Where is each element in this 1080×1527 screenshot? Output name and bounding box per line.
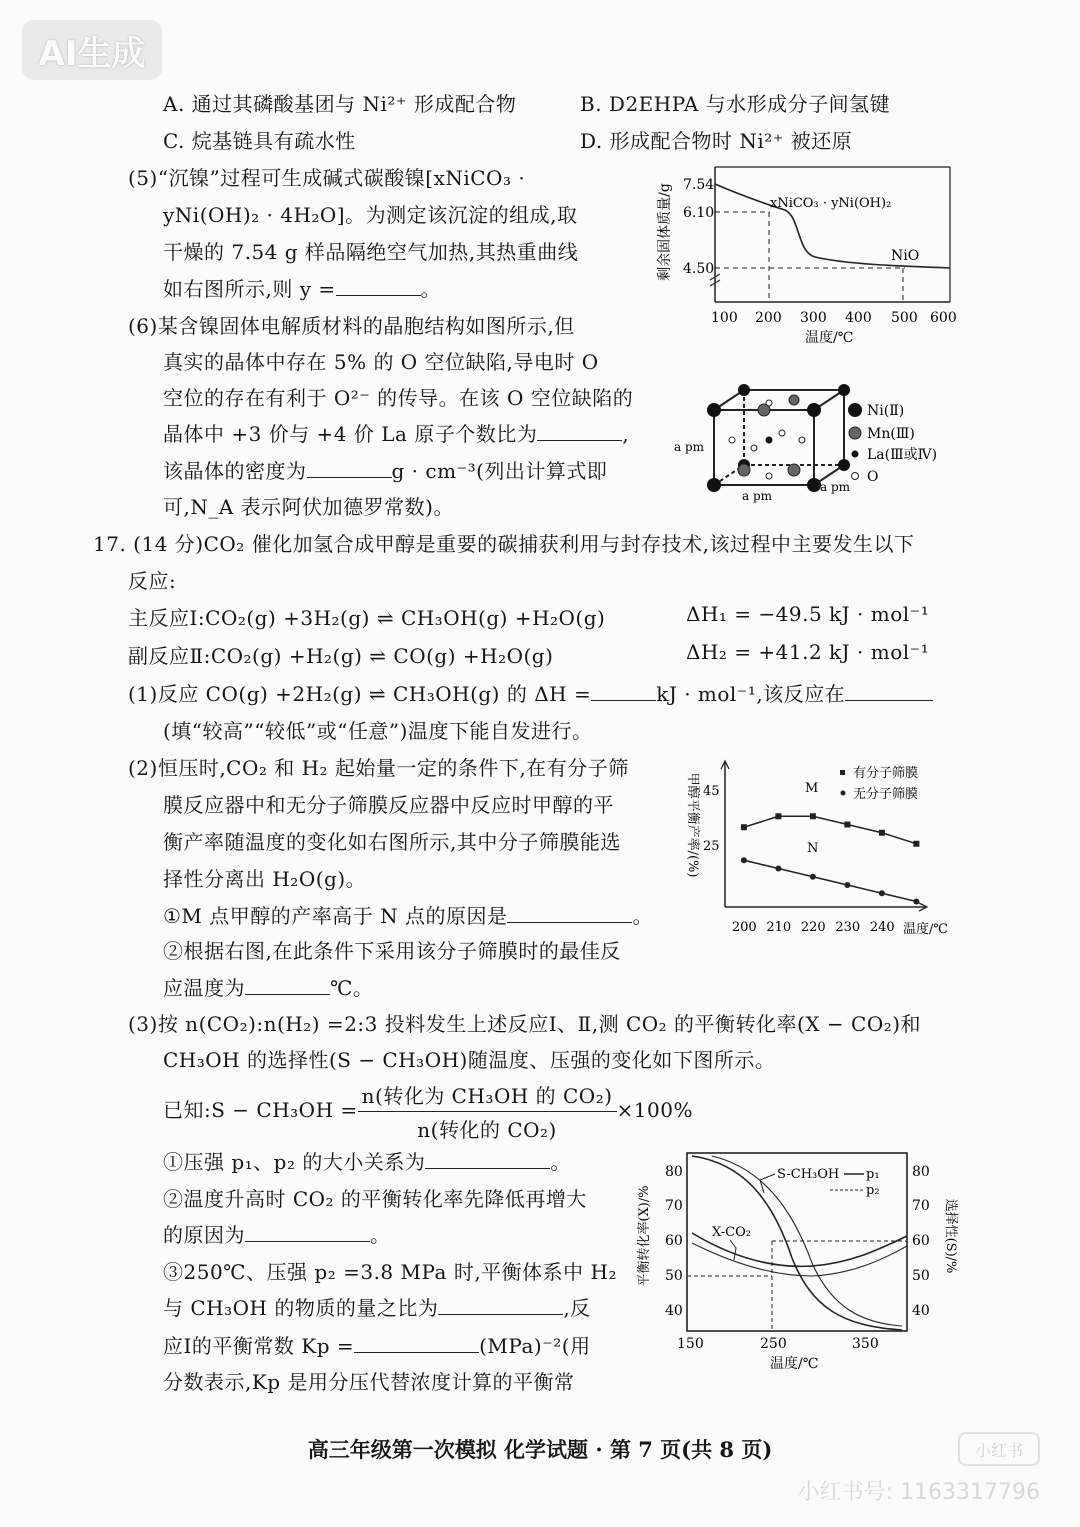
yield-legend-2: 无分子筛膜 <box>853 787 919 802</box>
q17-p3c2a: 与 CH₃OH 的物质的量之比为 <box>163 1296 439 1320</box>
answer-blank[interactable] <box>591 680 656 701</box>
q5-line-1: (5)“沉镍”过程可生成碱式碳酸镍[xNiCO₃ · <box>128 166 526 190</box>
conv-xtick-250: 250 <box>760 1336 787 1352</box>
q17-p2-line-3: 衡产率随温度的变化如右图所示,其中分子筛膜能选 <box>163 830 621 854</box>
yield-point-s1-2 <box>775 813 781 819</box>
q6-line-2: 真实的晶体中存在 5% 的 O 空位缺陷,导电时 O <box>163 350 599 374</box>
q5-line-4-text: 如右图所示,则 y = <box>163 277 336 301</box>
dh-1: ΔH₁ = −49.5 kJ · mol⁻¹ <box>686 602 930 626</box>
tga-xtick-2: 200 <box>755 310 782 326</box>
methanol-yield-chart <box>675 755 965 940</box>
tga-ytick-2: 6.10 <box>683 205 715 221</box>
sel-ytick-40: 40 <box>912 1303 930 1319</box>
answer-blank[interactable] <box>245 1221 370 1242</box>
q6-line-1: (6)某含镍固体电解质材料的晶胞结构如图所示,但 <box>128 314 575 338</box>
q17-p2-line-4: 择性分离出 H₂O(g)。 <box>163 867 367 891</box>
yield-point-s2-6 <box>913 899 919 905</box>
q17-p2-line-2: 膜反应器中和无分子筛膜反应器中反应时甲醇的平 <box>163 793 614 817</box>
q17-p2-line-7 <box>163 972 373 1001</box>
q17-p3c-line-1: ③250℃、压强 p₂ =3.8 MPa 时,平衡体系中 H₂ <box>163 1260 617 1284</box>
p1-label: p₁ <box>866 1167 880 1182</box>
q6-line-5b: g · cm⁻³(列出计算式即 <box>391 459 608 483</box>
q17-p2-line-6: ②根据右图,在此条件下采用该分子筛膜时的最佳反 <box>163 939 621 963</box>
ai-watermark: AI生成 <box>22 20 162 80</box>
option-d: D. 形成配合物时 Ni²⁺ 被还原 <box>580 129 853 153</box>
legend-ni: Ni(Ⅱ) <box>867 403 905 419</box>
cell-edge-label-depth: a pm <box>820 480 851 494</box>
sel-ytick-60: 60 <box>912 1233 930 1249</box>
legend-o: O <box>867 469 879 485</box>
q17-p3-line-1: (3)按 n(CO₂):n(H₂) =2:3 投料发生上述反应Ⅰ、Ⅱ,测 CO₂ 的平衡转化率(X − CO₂)和 <box>128 1012 922 1036</box>
xiaohongshu-logo-watermark: 小红书 <box>958 1432 1040 1466</box>
answer-blank[interactable] <box>307 457 392 478</box>
cell-edge-label-left: a pm <box>674 440 705 454</box>
q17-p3a: ①压强 p₁、p₂ 的大小关系为 <box>163 1150 426 1174</box>
q6-line-4-text: 晶体中 +3 价与 +4 价 La 原子个数比为 <box>163 422 538 446</box>
yield-xtick-4: 230 <box>835 920 861 935</box>
yield-series-line-2 <box>744 860 917 901</box>
conv-xtick-350: 350 <box>852 1336 879 1352</box>
xiaohongshu-id-watermark: 小红书号: 1163317796 <box>797 1480 1040 1505</box>
q5-line-2: yNi(OH)₂ · 4H₂O]。为测定该沉淀的组成,取 <box>163 203 578 227</box>
known-denominator: n(转化的 CO₂) <box>417 1118 557 1142</box>
tga-chart <box>655 162 965 347</box>
known-suffix: ×100% <box>616 1098 693 1122</box>
crystal-cell-diagram <box>672 378 972 508</box>
yield-point-s2-2 <box>775 866 781 872</box>
q17-p2-5: ①M 点甲醇的产率高于 N 点的原因是 <box>163 904 508 928</box>
tga-ytick-1: 7.54 <box>683 177 715 193</box>
answer-blank[interactable] <box>336 275 421 296</box>
answer-blank[interactable] <box>845 680 933 701</box>
tga-xtick-5: 500 <box>891 310 918 326</box>
yield-xtick-2: 210 <box>766 920 792 935</box>
yield-point-s2-5 <box>879 890 885 896</box>
sel-ytick-80: 80 <box>912 1164 930 1180</box>
conversion-selectivity-chart <box>632 1148 962 1380</box>
q17-p3b-line-1: ②温度升高时 CO₂ 的平衡转化率先降低再增大 <box>163 1187 587 1211</box>
known-prefix: 已知:S − CH₃OH = <box>163 1098 358 1122</box>
conv-ylabel: 平衡转化率(X)/% <box>637 1185 652 1287</box>
q17-p3c3a: 应Ⅰ的平衡常数 Kp = <box>163 1334 355 1358</box>
yield-point-s2-4 <box>844 882 850 888</box>
p2-label: p₂ <box>866 1183 880 1198</box>
q17-p2-line-5: ①M 点甲醇的产率高于 N 点的原因是 。 <box>163 904 653 928</box>
q17-p2-7b: ℃。 <box>330 976 374 1000</box>
yield-xtick-3: 220 <box>800 920 826 935</box>
answer-blank[interactable] <box>507 902 632 923</box>
yield-point-s1-1 <box>741 824 747 830</box>
tga-xtick-6: 600 <box>930 310 957 326</box>
q5-line-4: 如右图所示,则 y = 。 <box>163 277 442 301</box>
q17-p3c3b: (MPa)⁻²(用 <box>479 1334 591 1358</box>
option-b: B. D2EHPA 与水形成分子间氢键 <box>580 92 891 116</box>
answer-blank[interactable] <box>354 1332 479 1353</box>
q17-p3b-line-2: 的原因为 。 <box>163 1223 391 1247</box>
tga-xtick-1: 100 <box>711 310 738 326</box>
conv-ytick-70: 70 <box>665 1198 683 1214</box>
rxn-2: 副反应Ⅱ:CO₂(g) +H₂(g) ⇌ CO(g) +H₂O(g) <box>128 644 554 668</box>
q17-p2-7a: 应温度为 <box>163 976 245 1000</box>
q17-p3c-line-3 <box>163 1330 591 1359</box>
yield-xtick-1: 200 <box>731 920 757 935</box>
q6-line-5a: 该晶体的密度为 <box>163 459 307 483</box>
legend-mn: Mn(Ⅲ) <box>867 426 915 442</box>
rxn-1: 主反应Ⅰ:CO₂(g) +3H₂(g) ⇌ CH₃OH(g) +H₂O(g) <box>128 606 606 630</box>
yield-point-s2-3 <box>810 874 816 880</box>
q5-line-3: 干燥的 7.54 g 样品隔绝空气加热,其热重曲线 <box>163 240 579 264</box>
sel-ytick-50: 50 <box>912 1268 930 1284</box>
q17-p1c: (填“较高”“较低”或“任意”)温度下能自发进行。 <box>163 719 593 743</box>
q17-head: 17. (14 分)CO₂ 催化加氢合成甲醇是重要的碳捕获利用与封存技术,该过程中主要发生以下 <box>93 532 915 556</box>
known-fraction <box>358 1080 617 1143</box>
yield-label-n: N <box>807 841 819 856</box>
answer-blank[interactable] <box>537 420 622 441</box>
q17-p3-line-2: CH₃OH 的选择性(S − CH₃OH)随温度、压强的变化如下图所示。 <box>163 1048 776 1072</box>
known-numerator: n(转化为 CH₃OH 的 CO₂) <box>358 1080 617 1112</box>
q17-p2-line-1: (2)恒压时,CO₂ 和 H₂ 起始量一定的条件下,在有分子筛 <box>128 756 629 780</box>
q6-line-4: 晶体中 +3 价与 +4 价 La 原子个数比为 , <box>163 422 630 446</box>
yield-series-line-1 <box>744 816 917 844</box>
q17-p3c2b: ,反 <box>563 1296 591 1320</box>
option-a: A. 通过其磷酸基团与 Ni²⁺ 形成配合物 <box>163 92 517 116</box>
s-ch3oh-label: S-CH₃OH <box>777 1167 840 1182</box>
q17-p3b2: 的原因为 <box>163 1223 245 1247</box>
answer-blank[interactable] <box>245 974 330 995</box>
yield-ytick-25: 25 <box>703 839 720 854</box>
tga-xtick-4: 400 <box>845 310 872 326</box>
yield-point-s1-4 <box>844 822 850 828</box>
yield-label-m: M <box>805 781 819 796</box>
tga-nio-label: NiO <box>891 248 920 264</box>
legend-la: La(Ⅲ或Ⅳ) <box>867 447 938 463</box>
conv-ytick-40: 40 <box>665 1303 683 1319</box>
yield-legend-1: 有分子筛膜 <box>853 766 919 781</box>
q6-line-6: 可,N_A 表示阿伏加德罗常数)。 <box>163 495 454 519</box>
yield-point-s1-3 <box>810 813 816 819</box>
conv-ytick-50: 50 <box>665 1268 683 1284</box>
q6-line-3: 空位的存在有利于 O²⁻ 的传导。在该 O 空位缺陷的 <box>163 386 634 410</box>
q17-p1b: kJ · mol⁻¹,该反应在 <box>656 682 846 706</box>
yield-ylabel: 甲醇平衡产率/(%) <box>685 772 700 878</box>
option-c: C. 烷基链具有疏水性 <box>163 129 356 153</box>
tga-ytick-3: 4.50 <box>683 261 715 277</box>
answer-blank[interactable] <box>438 1294 563 1315</box>
tga-xlabel: 温度/℃ <box>805 330 854 346</box>
tga-xtick-3: 300 <box>800 310 827 326</box>
q17-head-2: 反应: <box>128 569 177 593</box>
yield-point-s1-6 <box>913 841 919 847</box>
tga-compound-label: xNiCO₃ · yNi(OH)₂ <box>770 196 892 211</box>
yield-xtick-5: 240 <box>869 920 895 935</box>
conv-xtick-150: 150 <box>677 1336 704 1352</box>
q6-line-5 <box>163 455 607 484</box>
conv-ytick-80: 80 <box>665 1164 683 1180</box>
cell-edge-label-bottom: a pm <box>742 489 773 503</box>
known-formula <box>163 1080 693 1143</box>
page-footer: 高三年级第一次模拟 化学试题 · 第 7 页(共 8 页) <box>307 1437 773 1462</box>
sel-ylabel: 选择性(S)/% <box>943 1198 958 1274</box>
answer-blank[interactable] <box>425 1148 550 1169</box>
sel-ytick-70: 70 <box>912 1198 930 1214</box>
dh-2: ΔH₂ = +41.2 kJ · mol⁻¹ <box>686 640 930 664</box>
q17-p3a-line: ①压强 p₁、p₂ 的大小关系为 。 <box>163 1150 571 1174</box>
q17-p1-line-1 <box>128 678 933 707</box>
tga-ylabel: 剩余固体质量/g <box>657 183 673 281</box>
q17-p3c-line-2 <box>163 1292 591 1321</box>
conv-xlabel: 温度/℃ <box>770 1356 819 1372</box>
conv-ytick-60: 60 <box>665 1233 683 1249</box>
yield-point-s1-5 <box>879 830 885 836</box>
x-co2-label: X-CO₂ <box>712 1225 751 1240</box>
yield-xlabel: 温度/℃ <box>903 922 948 937</box>
q17-p3c-line-4: 分数表示,Kp 是用分压代替浓度计算的平衡常 <box>163 1370 575 1394</box>
yield-point-s2-1 <box>741 857 747 863</box>
q17-p1a: (1)反应 CO(g) +2H₂(g) ⇌ CH₃OH(g) 的 ΔH = <box>128 682 592 706</box>
yield-ytick-45: 45 <box>703 784 720 799</box>
